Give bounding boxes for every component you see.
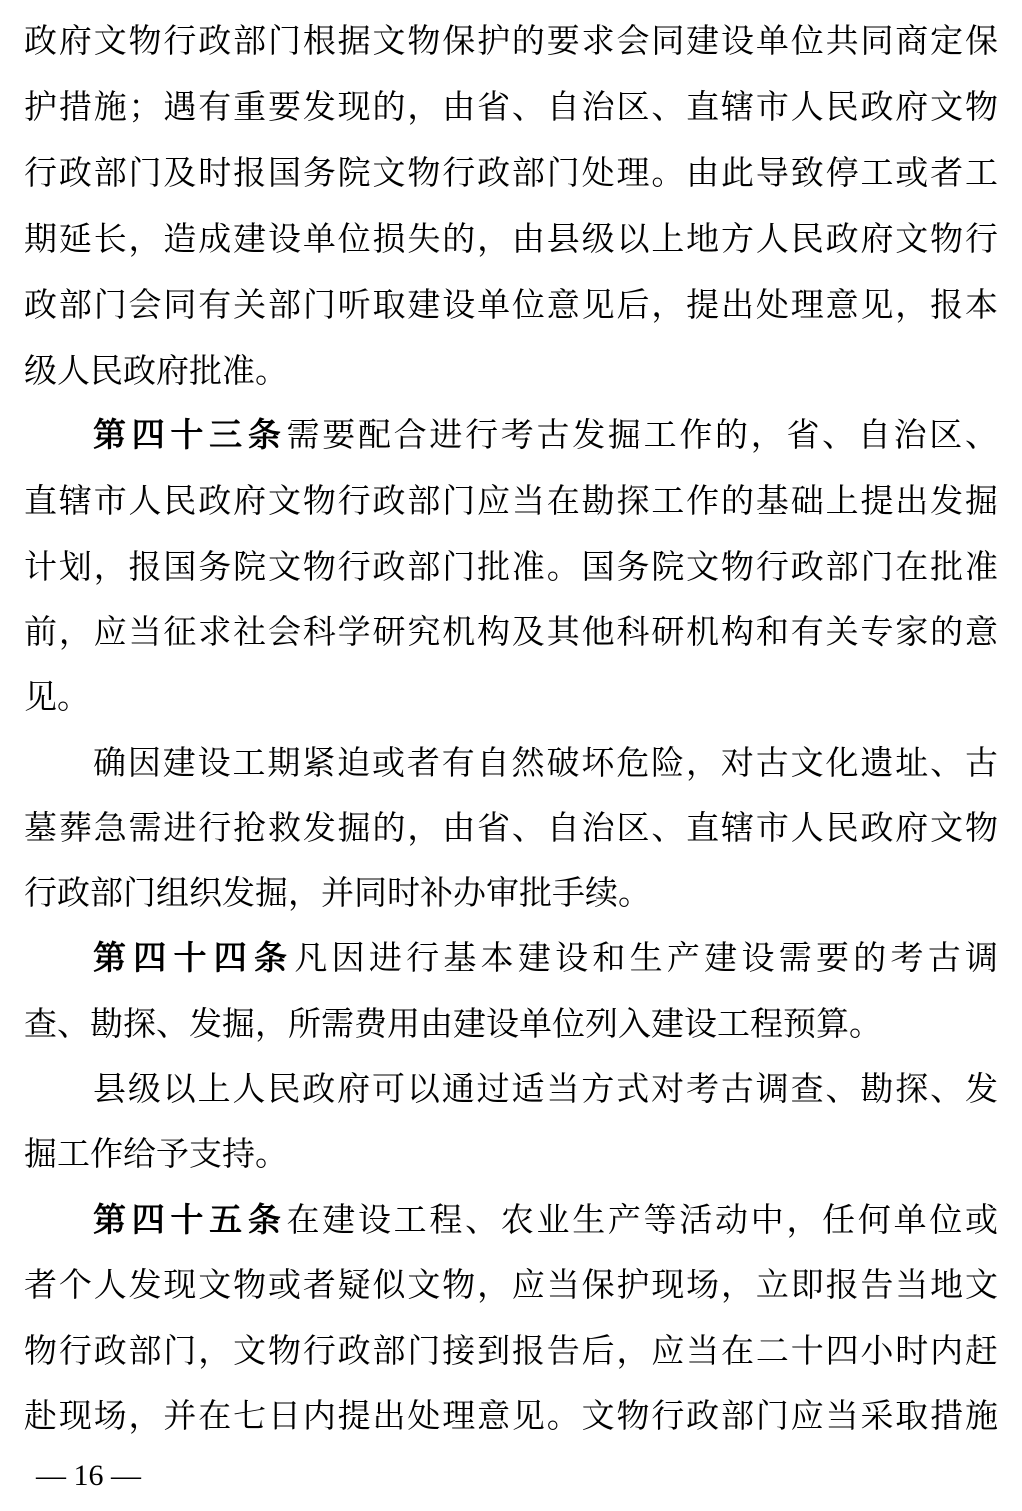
body-text-line: 行政部门组织发掘，并同时补办审批手续。 [24,873,651,912]
body-text-line: 直辖市人民政府文物行政部门应当在勘探工作的基础上提出发掘 [24,481,998,520]
body-text-line: 级人民政府批准。 [24,351,288,390]
body-text-line: 墓葬急需进行抢救发掘的，由省、自治区、直辖市人民政府文物 [24,808,998,847]
body-text-line: 县级以上人民政府可以通过适当方式对考古调查、勘探、发 [93,1069,998,1108]
body-text-line: 行政部门及时报国务院文物行政部门处理。由此导致停工或者工 [24,153,998,192]
article-44-first-line [24,925,998,991]
body-text-line: 护措施；遇有重要发现的，由省、自治区、直辖市人民政府文物 [24,87,998,126]
body-text-line: 掘工作给予支持。 [24,1134,288,1173]
body-text-line: 物行政部门，文物行政部门接到报告后，应当在二十四小时内赶 [24,1331,998,1370]
body-text-line: 确因建设工期紧迫或者有自然破坏危险，对古文化遗址、古 [93,743,998,782]
body-text-line: 赴现场，并在七日内提出处理意见。文物行政部门应当采取措施 [24,1396,998,1435]
article-45-first-line [24,1187,998,1253]
body-text-line: 政部门会同有关部门听取建设单位意见后，提出处理意见，报本 [24,285,998,324]
article-heading: 第四十四条 [93,938,295,977]
article-heading: 第四十三条 [93,415,287,454]
page-number: — 16 — [36,1459,141,1492]
body-text-line: 见。 [24,677,90,716]
article-43-first-line [24,402,998,468]
body-text-line: 查、勘探、发掘，所需费用由建设单位列入建设工程预算。 [24,1004,882,1043]
article-text: 凡因进行基本建设和生产建设需要的考古调 [294,938,999,977]
body-text-line: 前，应当征求社会科学研究机构及其他科研机构和有关专家的意 [24,612,998,651]
article-text: 需要配合进行考古发掘工作的，省、自治区、 [286,415,999,454]
body-text-line: 期延长，造成建设单位损失的，由县级以上地方人民政府文物行 [24,219,998,258]
body-text-line: 者个人发现文物或者疑似文物，应当保护现场，立即报告当地文 [24,1265,998,1304]
body-text-line: 计划，报国务院文物行政部门批准。国务院文物行政部门在批准 [24,547,998,586]
article-heading: 第四十五条 [93,1200,287,1239]
article-text: 在建设工程、农业生产等活动中，任何单位或 [286,1200,999,1239]
body-text-line: 政府文物行政部门根据文物保护的要求会同建设单位共同商定保 [24,21,998,60]
